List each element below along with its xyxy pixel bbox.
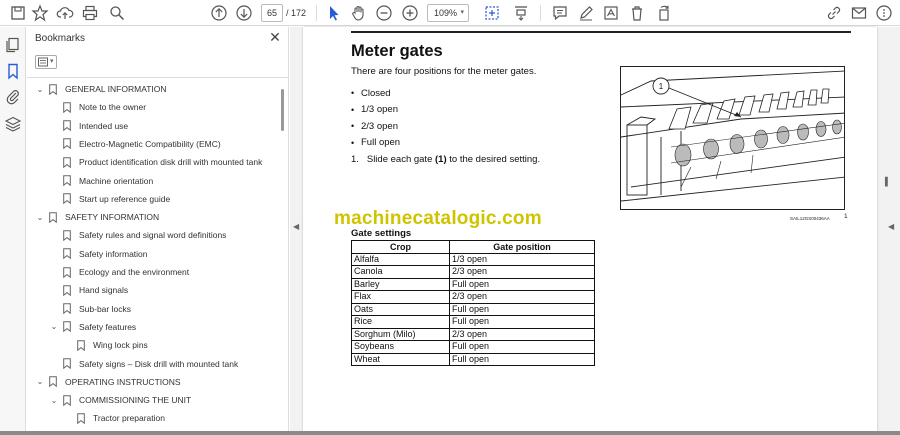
bookmark-ribbon-icon (63, 285, 73, 296)
bookmark-ribbon-icon (63, 175, 73, 186)
star-bookmark-icon[interactable] (30, 3, 50, 23)
bullet-dot-icon: • (351, 88, 355, 99)
table-row (352, 253, 595, 266)
instruction-step (351, 154, 540, 165)
page-thumbnails-icon[interactable] (4, 36, 22, 54)
bookmark-item[interactable] (49, 227, 226, 243)
panel-title: Bookmarks (35, 33, 86, 44)
bookmark-options-button[interactable] (35, 55, 57, 69)
chevron-down-icon: ▾ (460, 9, 464, 16)
zoom-level-select[interactable] (427, 4, 469, 22)
cloud-upload-icon[interactable] (55, 3, 75, 23)
bookmark-label: Safety rules and signal word definitions (79, 230, 227, 241)
step-callout-ref: (1) (435, 154, 447, 165)
cell-gate-position: 1/3 open (450, 253, 595, 266)
bullet-text: 2/3 open (361, 120, 398, 132)
bookmark-item[interactable] (63, 337, 148, 353)
zoom-out-icon[interactable] (374, 3, 394, 23)
table-row (352, 341, 595, 354)
chevron-down-icon[interactable]: ⌄ (50, 395, 58, 405)
bookmark-ribbon-icon (63, 157, 73, 168)
attachment-paperclip-icon[interactable] (4, 88, 22, 106)
bookmark-label: COMMISSIONING THE UNIT (79, 395, 192, 406)
window-bottom-edge (0, 431, 900, 435)
bookmark-item[interactable] (49, 154, 262, 170)
table-header-row (352, 241, 595, 254)
figure-callout: 1 (658, 82, 664, 91)
bullet-dot-icon: • (351, 121, 355, 132)
bookmark-label: Start up reference guide (79, 193, 171, 204)
list-item (351, 118, 400, 135)
table-row (352, 266, 595, 279)
bookmark-item[interactable] (49, 173, 153, 189)
cell-gate-position: Full open (450, 353, 595, 366)
bookmark-ribbon-icon (63, 395, 73, 406)
bookmark-item[interactable] (49, 282, 128, 298)
main-toolbar (0, 0, 900, 26)
bookmark-ribbon-icon (49, 376, 59, 387)
bookmark-label: Safety signs – Disk drill with mounted tank (79, 358, 239, 369)
layers-icon[interactable] (4, 115, 22, 133)
intro-text: There are four positions for the meter gates. (351, 66, 537, 77)
bookmark-tree (27, 79, 279, 435)
fit-page-icon[interactable] (482, 3, 502, 23)
bookmark-ribbon-icon (63, 102, 73, 113)
list-item (351, 85, 400, 102)
cell-crop: Flax (352, 291, 450, 304)
figure-number: 1 (844, 213, 848, 220)
bookmark-ribbon-icon (63, 321, 73, 332)
comment-icon[interactable] (550, 3, 570, 23)
cell-gate-position: 2/3 open (450, 291, 595, 304)
page-total: / 172 (286, 8, 307, 18)
navigation-rail (0, 27, 26, 435)
bookmark-item[interactable] (49, 301, 131, 317)
bookmark-label: Machine orientation (79, 175, 154, 186)
collapse-panel-arrow-icon[interactable]: ◀ (293, 222, 300, 231)
bookmark-label: Safety features (79, 321, 137, 332)
cell-crop: Canola (352, 266, 450, 279)
zoom-level-value: 109% (434, 8, 458, 18)
bookmark-ribbon-icon[interactable] (4, 62, 22, 80)
chevron-down-icon[interactable]: ⌄ (36, 84, 44, 94)
bookmark-ribbon-icon (63, 193, 73, 204)
list-options-icon (38, 57, 48, 67)
more-options-icon[interactable] (874, 3, 894, 23)
cell-gate-position: Full open (450, 316, 595, 329)
table-title: Gate settings (351, 228, 412, 239)
bookmark-item[interactable] (63, 410, 165, 426)
cell-crop: Sorghum (Milo) (352, 328, 450, 341)
list-item (351, 102, 400, 119)
bookmark-ribbon-icon (63, 303, 73, 314)
chevron-down-icon[interactable]: ⌄ (36, 377, 44, 387)
bookmark-item[interactable] (35, 209, 159, 225)
bookmark-ribbon-icon (63, 267, 73, 278)
panel-divider (27, 77, 288, 78)
bookmark-item[interactable] (49, 319, 136, 335)
hand-tool-icon[interactable] (349, 3, 369, 23)
table-row (352, 278, 595, 291)
pen-draw-icon[interactable] (576, 3, 596, 23)
cell-crop: Barley (352, 278, 450, 291)
bookmark-label: Sub-bar locks (79, 303, 131, 314)
bookmark-label: Electro-Magnetic Compatibility (EMC) (79, 138, 221, 149)
expand-right-panel-arrow-icon[interactable]: ◀ (888, 222, 895, 231)
bookmark-label: OPERATING INSTRUCTIONS (65, 376, 181, 387)
cell-gate-position: Full open (450, 278, 595, 291)
bookmark-ribbon-icon (63, 358, 73, 369)
cell-gate-position: 2/3 open (450, 328, 595, 341)
bookmark-label: GENERAL INFORMATION (65, 84, 167, 94)
bullet-dot-icon: • (351, 137, 355, 148)
highlight-text-icon[interactable] (601, 3, 621, 23)
cell-crop: Soybeans (352, 341, 450, 354)
zoom-in-icon[interactable] (400, 3, 420, 23)
table-row (352, 316, 595, 329)
bullet-list (351, 85, 400, 151)
bookmark-ribbon-icon (49, 212, 59, 223)
table-row (352, 291, 595, 304)
bookmark-item[interactable] (49, 392, 191, 408)
bookmark-label: Product identification disk drill with mounted tank (79, 157, 263, 168)
column-header-crop: Crop (352, 241, 450, 254)
cell-gate-position: Full open (450, 303, 595, 316)
bookmark-ribbon-icon (63, 248, 73, 259)
bullet-text: Closed (361, 87, 391, 99)
cell-crop: Rice (352, 316, 450, 329)
next-page-icon[interactable] (234, 3, 254, 23)
gate-settings-table (351, 240, 595, 366)
table-row (352, 303, 595, 316)
bookmark-ribbon-icon (77, 340, 87, 351)
bookmark-item[interactable] (49, 246, 148, 262)
bookmark-item[interactable] (49, 99, 146, 115)
vertical-scrollbar[interactable]: ▐ (882, 177, 888, 186)
page-heading: Meter gates (351, 42, 443, 60)
bookmark-item[interactable] (35, 81, 167, 97)
select-cursor-icon[interactable] (324, 3, 344, 23)
bullet-text: 1/3 open (361, 104, 398, 116)
page-number-input[interactable]: 65 (261, 4, 283, 22)
meter-gates-illustration (620, 66, 845, 210)
panel-scrollbar[interactable] (281, 89, 284, 131)
cell-gate-position: Full open (450, 341, 595, 354)
previous-page-icon[interactable] (209, 3, 229, 23)
bookmark-ribbon-icon (77, 413, 87, 424)
table-row (352, 328, 595, 341)
chevron-down-icon[interactable]: ⌄ (50, 322, 58, 332)
step-number: 1. (351, 154, 359, 165)
email-icon[interactable] (849, 3, 869, 23)
bookmark-label: Ecology and the environment (79, 267, 190, 277)
trash-icon[interactable] (627, 3, 647, 23)
bookmark-item[interactable] (49, 118, 128, 134)
bookmark-ribbon-icon (63, 120, 73, 131)
step-text-pre: Slide each gate (366, 154, 435, 165)
share-link-icon[interactable] (824, 3, 844, 23)
bookmark-ribbon-icon (63, 138, 73, 149)
bookmark-item[interactable] (49, 191, 170, 207)
bookmark-label: Hand signals (79, 285, 129, 296)
cell-crop: Alfalfa (352, 253, 450, 266)
bookmark-item[interactable] (49, 136, 221, 152)
bookmark-item[interactable] (35, 374, 181, 390)
bullet-text: Full open (361, 137, 401, 149)
close-icon[interactable]: ✕ (269, 29, 281, 45)
column-header-gate-position: Gate position (450, 241, 595, 254)
meter-gates-drawing (621, 67, 845, 210)
bookmark-ribbon-icon (63, 230, 73, 241)
bookmark-item[interactable] (49, 356, 238, 372)
figure-caption: SAIL12GS00436AA (790, 216, 830, 221)
toolbar-divider (316, 5, 317, 21)
bookmark-label: Tractor preparation (93, 413, 165, 424)
scroll-mode-icon[interactable] (511, 3, 531, 23)
chevron-down-icon[interactable]: ⌄ (36, 212, 44, 222)
bookmark-item[interactable] (49, 264, 189, 280)
chevron-down-icon: ▾ (50, 58, 54, 65)
bookmark-label: Note to the owner (79, 102, 147, 113)
toolbar-divider (540, 5, 541, 21)
list-item (351, 135, 400, 152)
cell-crop: Wheat (352, 353, 450, 366)
bullet-dot-icon: • (351, 104, 355, 115)
bookmark-label: Safety information (79, 248, 148, 259)
header-rule (351, 31, 851, 33)
pdf-page (303, 27, 877, 435)
bookmark-label: Intended use (79, 120, 129, 131)
save-icon[interactable] (8, 3, 28, 23)
step-text-post: to the desired setting. (446, 154, 541, 165)
zoom-search-icon[interactable] (107, 3, 127, 23)
cell-gate-position: 2/3 open (450, 266, 595, 279)
watermark-text: machinecatalogic.com (334, 208, 542, 229)
bookmark-label: SAFETY INFORMATION (65, 212, 160, 223)
print-icon[interactable] (80, 3, 100, 23)
cell-crop: Oats (352, 303, 450, 316)
rotate-icon[interactable] (654, 3, 674, 23)
bookmark-label: Wing lock pins (93, 340, 148, 351)
bookmark-ribbon-icon (49, 84, 59, 95)
table-row (352, 353, 595, 366)
bookmarks-panel (27, 27, 289, 435)
